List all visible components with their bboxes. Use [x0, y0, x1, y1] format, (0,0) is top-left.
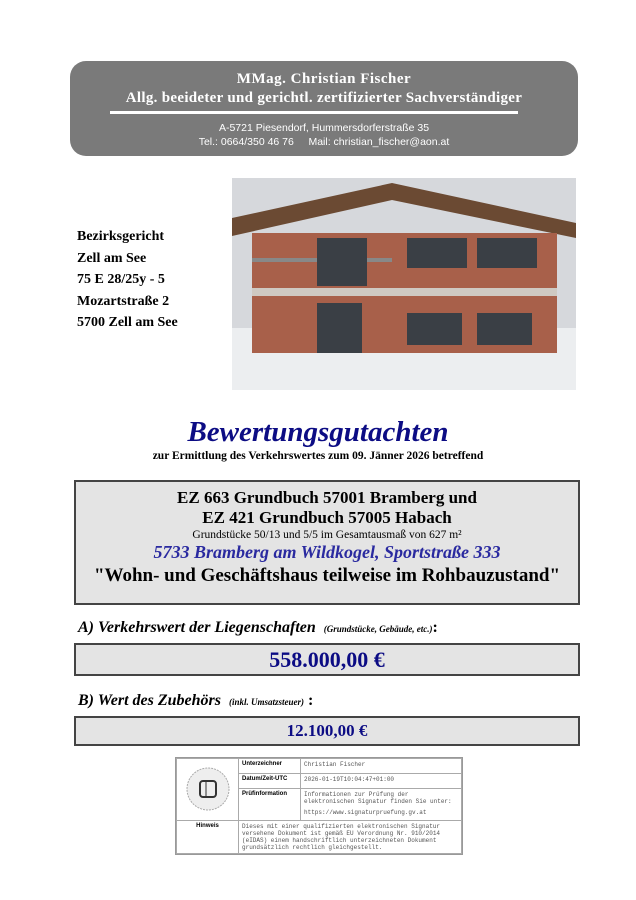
signature-seal-icon: [177, 759, 239, 821]
colon: :: [432, 619, 438, 636]
note-label: Hinweis: [177, 821, 239, 854]
check-label: Prüfinformation: [239, 789, 301, 821]
signer-value: Christian Fischer: [301, 759, 462, 774]
court-address: [77, 226, 178, 334]
property-address: 5733 Bramberg am Wildkogel, Sportstraße 333: [153, 542, 501, 562]
court-line: Mozartstraße 2: [77, 293, 170, 309]
court-line: Zell am See: [77, 250, 147, 266]
email: Mail: christian_fischer@aon.at: [308, 136, 450, 148]
plot-info: Grundstücke 50/13 und 5/5 im Gesamtausmaß von 627 m²: [192, 529, 462, 541]
note-text: Dieses mit einer qualifizierten elektronischen Signatur versehene Dokument ist gemäß EU Verordnung Nr. 910/2014 (eIDAS) einem handschriftlich unterzeichneten Dokument grundsätzlich rechtlich gleichgestellt.: [239, 821, 462, 854]
label-text: B) Wert des Zubehörs: [78, 692, 221, 709]
expert-name: MMag. Christian Fischer: [236, 71, 412, 87]
check-text: Informationen zur Prüfung der elektronischen Signatur finden Sie unter:: [304, 791, 452, 805]
court-line: Bezirksgericht: [77, 229, 165, 244]
phone: Tel.: 0664/350 46 76: [198, 136, 294, 148]
property-box: [74, 480, 580, 605]
document-subtitle: zur Ermittlung des Verkehrswertes zum 09. Jänner 2026 betreffend: [152, 450, 484, 462]
divider: [110, 111, 518, 114]
land-register-2: EZ 421 Grundbuch 57005 Habach: [202, 508, 452, 527]
letterhead: [70, 61, 578, 156]
accessories-label: [78, 692, 313, 710]
court-line: 5700 Zell am See: [77, 315, 178, 330]
label-note: (inkl. Umsatzsteuer): [228, 697, 304, 707]
land-register-1: EZ 663 Grundbuch 57001 Bramberg und: [177, 488, 477, 507]
market-value: 558.000,00 €: [74, 643, 580, 676]
court-line: 75 E 28/25y - 5: [77, 272, 165, 287]
signer-label: Unterzeichner: [239, 759, 301, 774]
contact-line: [70, 136, 578, 148]
label-note: (Grundstücke, Gebäude, etc.): [323, 624, 433, 634]
accessories-value: 12.100,00 €: [74, 716, 580, 746]
house-photo: [232, 178, 576, 390]
colon: :: [308, 692, 314, 709]
expert-address: A-5721 Piesendorf, Hummersdorferstraße 35: [218, 122, 430, 134]
date-value: 2026-01-19T10:04:47+01:00: [301, 774, 462, 789]
market-value-label: [78, 619, 438, 637]
property-type: "Wohn- und Geschäftshaus teilweise im Rohbauzustand": [93, 565, 561, 586]
check-url[interactable]: https://www.signaturpruefung.gv.at: [304, 809, 427, 816]
label-text: A) Verkehrswert der Liegenschaften: [78, 619, 316, 636]
signature-block: [175, 757, 463, 855]
expert-title: Allg. beeideter und gerichtl. zertifizierter Sachverständiger: [125, 90, 523, 106]
date-label: Datum/Zeit-UTC: [239, 774, 301, 789]
document-title: Bewertungsgutachten: [187, 416, 449, 448]
